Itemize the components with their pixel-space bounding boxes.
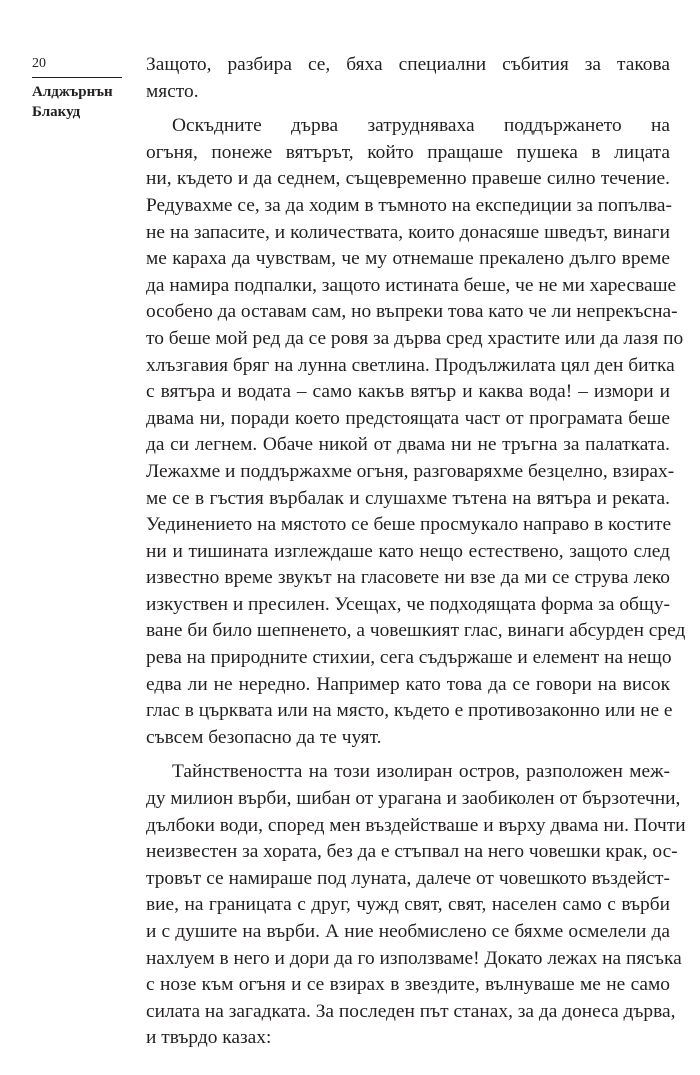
text-line: Защото, разбира се, бяха специални събития за такова <box>146 54 670 75</box>
margin-column <box>32 56 124 122</box>
text-line: съвсем безопасно да те чуят. <box>146 726 382 748</box>
text-line: силата на загадката. За последен път станах, за да донеса дърва, <box>146 1000 676 1022</box>
text-line: Лежахме и поддържахме огъня, разговаряхме безцелно, взирах- <box>146 460 675 482</box>
text-line: неизвестен за хората, без да е стъпвал на него човешки крак, ос- <box>146 841 678 863</box>
margin-rule <box>32 77 122 78</box>
text-line: тровът се намираше под луната, далече от човешкото въздейст- <box>146 867 670 889</box>
text-line: рева на природните стихии, сега съдържаше и елемент на нещо <box>146 647 672 669</box>
text-line: особено да оставам сам, но въпреки това като че ли непрекъсна- <box>146 301 678 323</box>
text-line: ме се в гъстия върбалак и слушахме тътена на вятъра и реката. <box>146 487 670 509</box>
text-line: ме караха да чувствам, че му отнемаше прекалено дълго време <box>146 248 670 270</box>
text-line: Тайнствеността на този изолиран остров, разположен меж- <box>172 761 670 783</box>
page-number: 20 <box>32 56 46 71</box>
paragraph <box>146 759 686 1052</box>
text-line: Оскъдните дърва затрудняваха поддържането на <box>172 115 670 137</box>
paragraph <box>146 52 670 105</box>
text-line: двама ни, поради което предстоящата част от програмата беше <box>146 407 670 429</box>
text-line: нахлуем в него и дори да го използваме! Докато лежах на пясъка <box>146 947 682 969</box>
author-last-name: Блакуд <box>32 104 81 120</box>
text-line: ду милион върби, шибан от урагана и заобиколен от бързотечни, <box>146 788 681 810</box>
text-line: с нозе към огъня и се взирах в звездите, вълнуваше ме не само <box>146 974 670 996</box>
text-line: не на запасите, и количествата, които донасяше шведът, винаги <box>146 221 670 243</box>
text-line: глас в църквата или на място, където е противозаконно или не е <box>146 700 673 722</box>
text-line: огъня, понеже вятърът, който пращаше пушека в лицата <box>146 141 670 163</box>
text-line: да си легнем. Обаче никой от двама ни не тръгна за палатката. <box>146 434 670 456</box>
text-line: да намира подпалки, защото истината беше, че не ми харесваше <box>146 274 677 296</box>
text-line: и твърдо казах: <box>146 1027 272 1049</box>
running-author <box>32 82 124 122</box>
paragraph <box>146 113 686 751</box>
text-line: ни, където и да седнем, същевременно правеше силно течение. <box>146 168 670 190</box>
text-line: едва ли не нередно. Например като това да се говори на висок <box>146 673 670 695</box>
text-line: вие, на границата с друг, чужд свят, свят, населен само с върби <box>146 894 670 916</box>
author-first-name: Алджърнън <box>32 84 113 100</box>
body-text <box>146 52 686 1052</box>
text-line: хлъзгавия бряг на лунна светлина. Продължилата цял ден битка <box>146 354 675 376</box>
text-line: Уединението на мястото се беше просмукало направо в костите <box>146 514 672 536</box>
text-line: ване би било шепненето, а човешкият глас, винаги абсурден сред <box>146 620 686 642</box>
text-line: и с душите на върби. А ние необмислено се бяхме осмелели да <box>146 921 670 942</box>
text-line: дълбоки води, според мен въздействаше и върху двама ни. Почти <box>146 814 686 836</box>
text-line: изкуствен и пресилен. Усещах, че подходящата форма за общу- <box>146 593 671 615</box>
text-line: с вятъра и водата – само какъв вятър и каква вода! – измори и <box>146 381 670 403</box>
text-line: място. <box>146 80 199 102</box>
text-line: известно време звукът на гласовете ни взе да ми се струва леко <box>146 567 670 589</box>
text-line: Редувахме се, за да ходим в тъмното на експедиции за попълва- <box>146 194 672 216</box>
text-line: ни и тишината изглеждаше като нещо естествено, защото след <box>146 540 670 562</box>
text-line: то беше мой ред да се ровя за дърва сред храстите или да лазя по <box>146 327 684 349</box>
